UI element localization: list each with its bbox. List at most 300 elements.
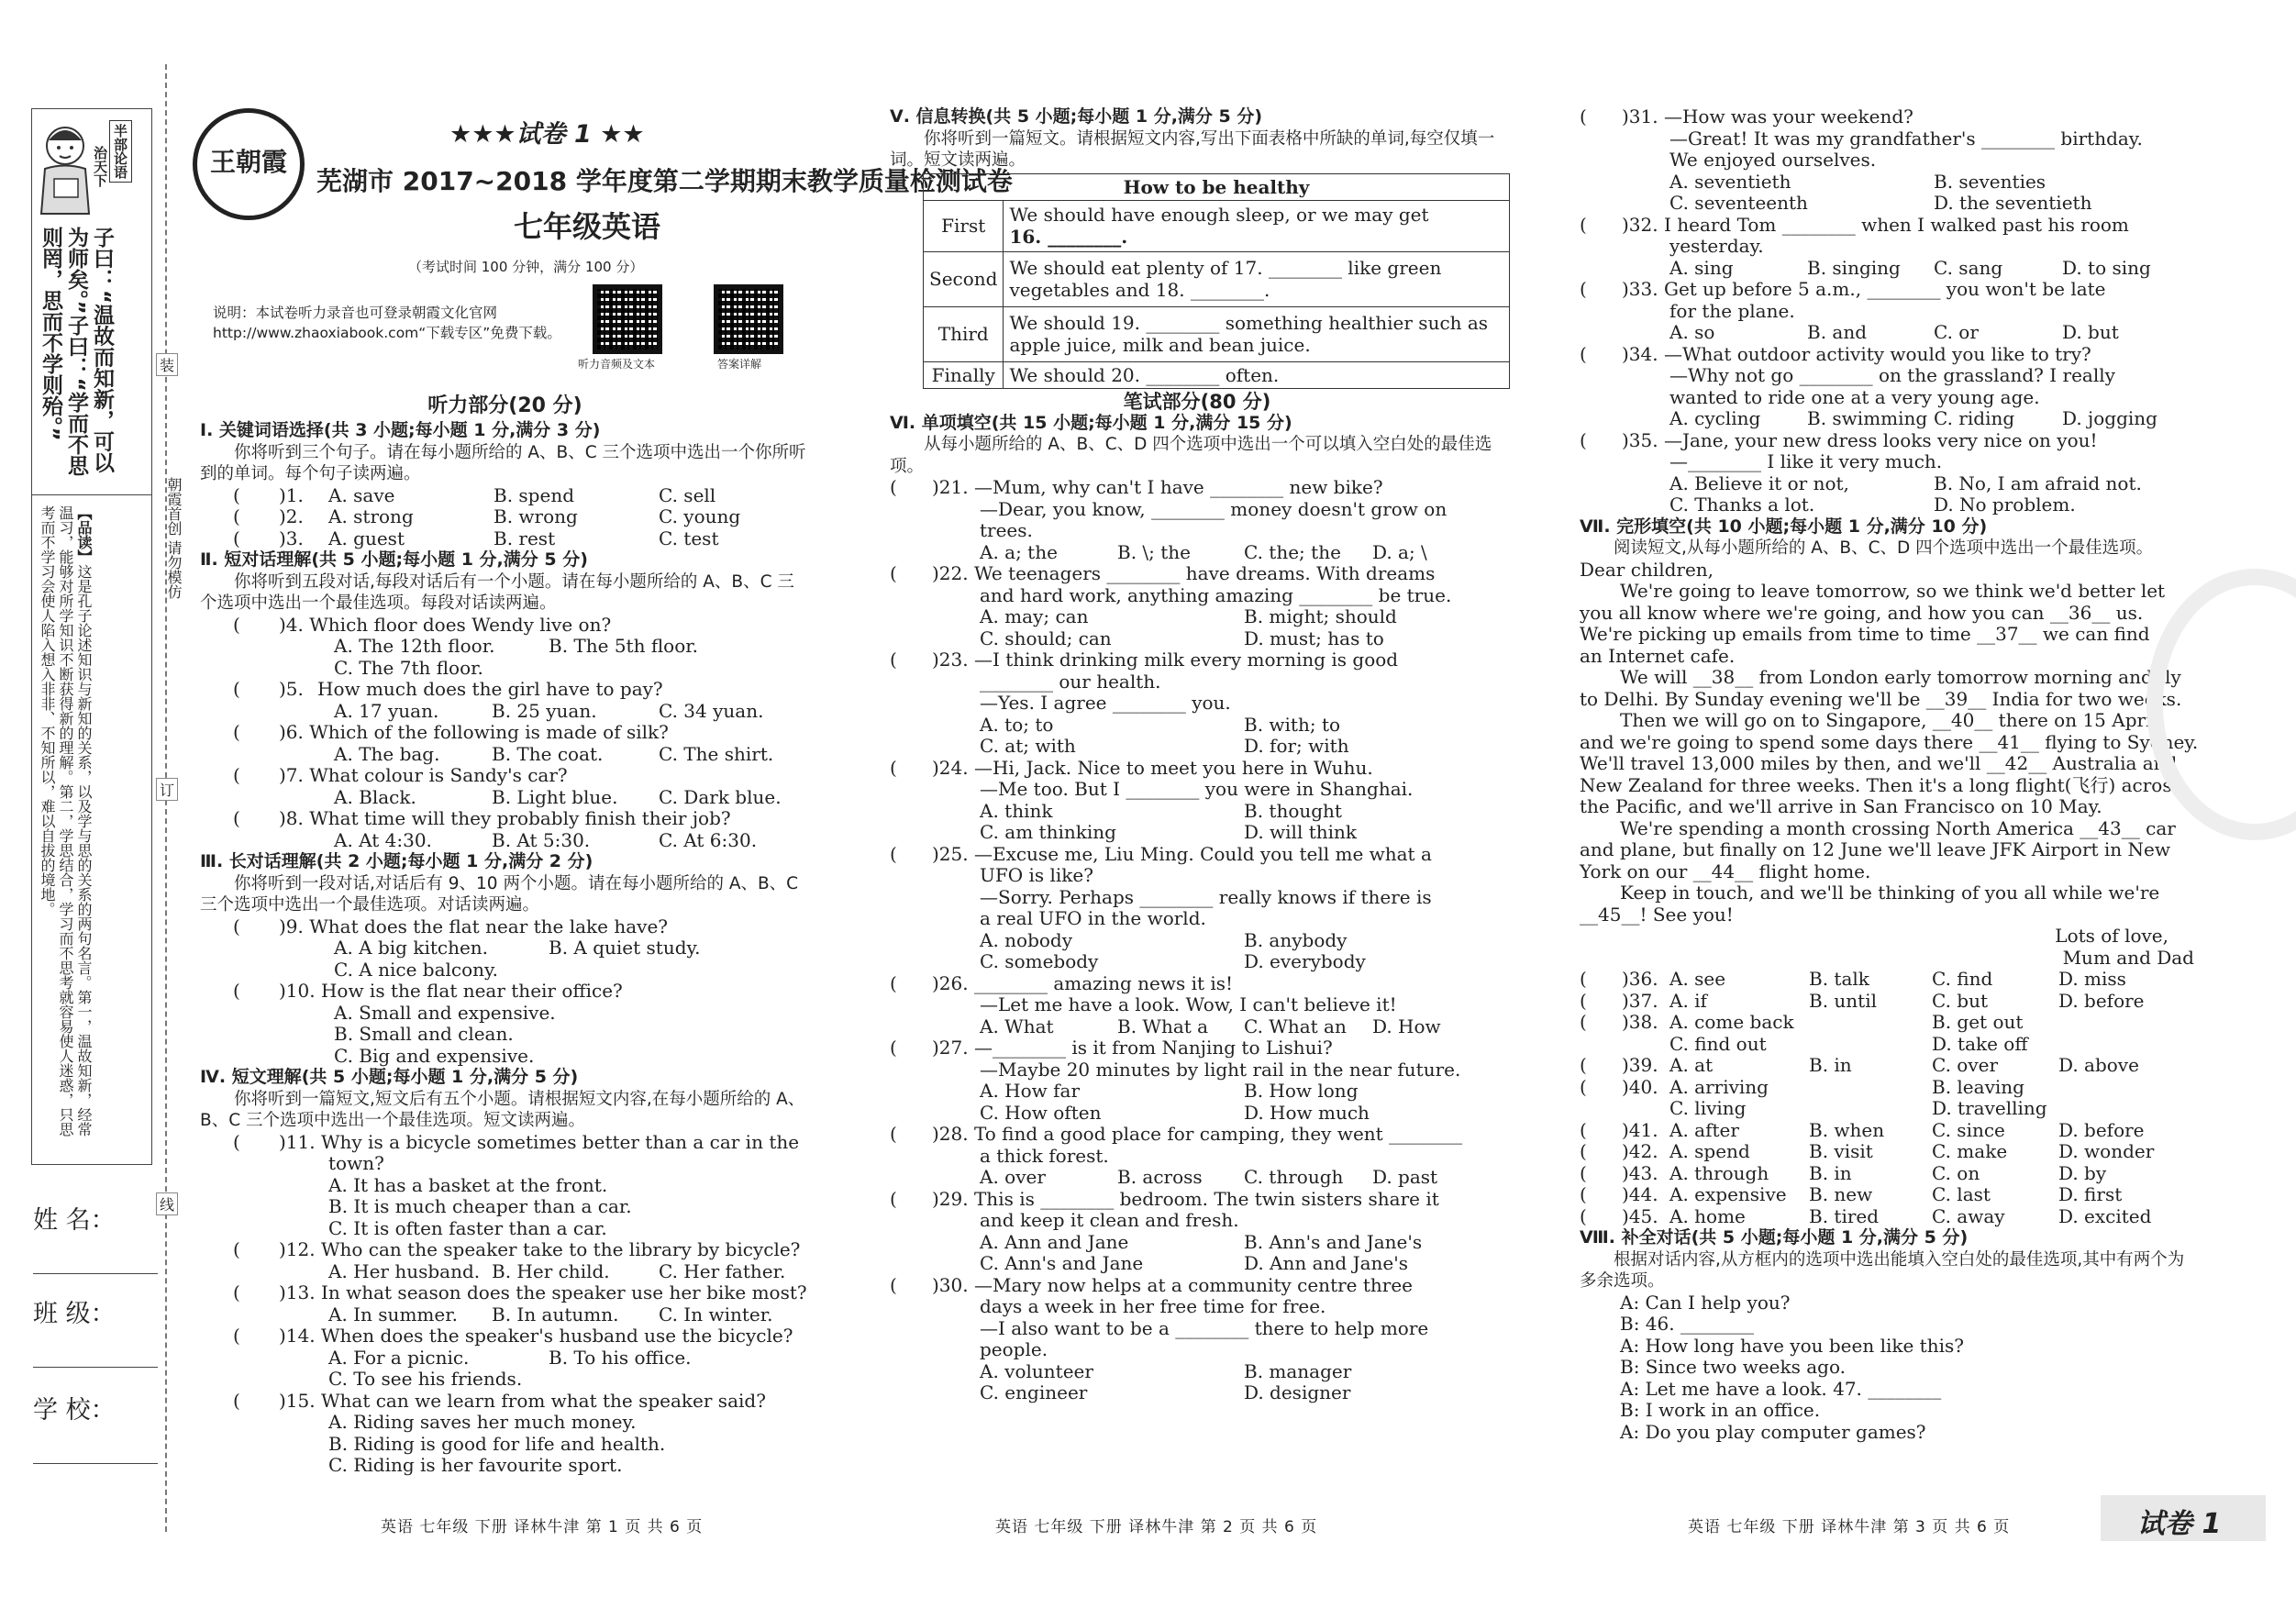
line-text: —Why not go ________ on the grassland? I really	[1669, 364, 2115, 386]
line-text: C. How often	[980, 1101, 1102, 1124]
school-label: 学 校：	[33, 1396, 116, 1425]
question-number: )37.	[1622, 989, 1658, 1012]
cloze-option-row	[1580, 1184, 2194, 1206]
cloze-option: A. through	[1669, 1161, 1769, 1184]
line-text: B. across	[1117, 1166, 1203, 1188]
line-text: B. might; should	[1244, 605, 1397, 627]
line-text: C. Thanks a lot.	[1669, 494, 1815, 516]
cloze-option: B. when	[1809, 1118, 1885, 1141]
cloze-option-row	[1580, 1120, 2194, 1142]
answer-bracket[interactable]: (	[890, 476, 897, 498]
cloze-option: D. excited	[2058, 1204, 2152, 1227]
answer-bracket[interactable]: (	[1580, 1118, 1587, 1141]
class-label: 班 级：	[33, 1300, 116, 1328]
cloze-line: you all know where we're going, and how you can __36__ us.	[1580, 601, 2144, 624]
question-line	[1580, 473, 2194, 495]
section-5-inst: 你将听到一篇短文。请根据短文内容,写出下面表格中所缺的单词,每空仅填一词。短文读两遍。	[890, 128, 1495, 170]
grade-title: 七年级英语	[514, 209, 661, 244]
option-a: A. guest	[328, 527, 405, 549]
info-row-cell: We should 20. ________ often.	[1004, 361, 1510, 388]
cloze-option: D. take off	[1932, 1032, 2028, 1055]
dialog-line: A: Can I help you?	[1620, 1291, 1791, 1314]
question-line	[890, 1382, 1504, 1404]
answer-bracket[interactable]: (	[1580, 1011, 1587, 1033]
cloze-option: C. make	[1932, 1140, 2008, 1162]
answer-bracket[interactable]: (	[890, 1123, 897, 1145]
cloze-option: A. at	[1669, 1054, 1714, 1076]
question-number: )42.	[1622, 1140, 1658, 1162]
answer-bracket[interactable]: (	[1580, 1183, 1587, 1205]
cloze-line: York on our __44__ flight home.	[1580, 859, 1871, 882]
column-3	[1580, 105, 2199, 1443]
question-line	[890, 499, 1504, 521]
section-2-head: Ⅱ. 短对话理解(共 5 小题;每小题 1 分,满分 5 分)	[200, 549, 588, 570]
option-b: B. spend	[494, 483, 574, 506]
option-b: B. wrong	[494, 505, 578, 527]
cloze-option: A. expensive	[1669, 1183, 1787, 1205]
question-number: )41.	[1622, 1118, 1658, 1141]
question-line	[890, 1296, 1504, 1318]
cloze-option: D. travelling	[1932, 1097, 2047, 1119]
info-row-label: Third	[924, 306, 1004, 361]
column-2	[890, 106, 1504, 1404]
answer-bracket[interactable]: (	[890, 649, 897, 671]
cloze-option: B. in	[1809, 1161, 1852, 1184]
line-text: C. should; can	[980, 627, 1112, 649]
line-text: )34. —What outdoor activity would you like to try?	[1622, 342, 2091, 365]
question-line	[200, 485, 810, 507]
question-line	[890, 908, 1504, 930]
line-text: We enjoyed ourselves.	[1669, 149, 1877, 171]
section-6-inst: 从每小题所给的 A、B、C、D 四个选项中选出一个可以填入空白处的最佳选项。	[890, 435, 1492, 476]
section-1-head: Ⅰ. 关键词语选择(共 3 小题;每小题 1 分,满分 3 分)	[200, 420, 601, 440]
cloze-option: C. living	[1669, 1097, 1747, 1119]
line-text: D. past	[1372, 1166, 1438, 1188]
line-text: A. to; to	[980, 713, 1054, 736]
cloze-option: D. miss	[2058, 968, 2126, 990]
question-line	[890, 585, 1504, 607]
sidebar-note-title: 【品读】	[75, 505, 93, 564]
line-text: )24. —Hi, Jack. Nice to meet you here in Wuhu.	[932, 756, 1373, 779]
question-line	[1580, 344, 2194, 366]
line-text: A. volunteer	[980, 1359, 1093, 1382]
cloze-line: the Pacific, and we'll arrive in San Francisco on 10 May.	[1580, 795, 2102, 817]
question-line	[1580, 106, 2194, 128]
dialog-line: B: 46. ________	[1620, 1313, 1754, 1335]
cloze-line: We will __38__ from London early tomorrow morning and fly	[1620, 666, 2181, 688]
footer-tag: 试卷 1	[2137, 1508, 2222, 1540]
question-line	[890, 1081, 1504, 1103]
question-line	[890, 1232, 1504, 1254]
section-3-inst: 你将听到一段对话,对话后有 9、10 两个小题。请在每小题所给的 A、B、C 三个选项中选出一个最佳选项。对话读两遍。	[200, 873, 799, 915]
line-text: C. am thinking	[980, 821, 1116, 843]
line-text: D. must; has to	[1244, 627, 1384, 649]
answer-bracket[interactable]: (	[890, 1187, 897, 1210]
section-7-head: Ⅶ. 完形填空(共 10 小题;每小题 1 分,满分 10 分)	[1580, 516, 1988, 537]
question-line	[890, 844, 1504, 866]
cut-label-3: 线	[156, 1192, 178, 1215]
cloze-option: B. new	[1809, 1183, 1873, 1205]
line-text: )28. To find a good place for camping, they went ________	[932, 1123, 1463, 1145]
question-line	[1580, 365, 2194, 387]
cloze-line: New Zealand for three weeks. Then it's a long flight(飞行) across	[1580, 773, 2181, 796]
question-number: )3.	[279, 527, 304, 549]
question-line	[890, 887, 1504, 909]
question-line	[1580, 430, 2194, 452]
question-line	[1580, 301, 2194, 323]
question-line	[890, 758, 1504, 780]
line-text: C. engineer	[980, 1381, 1088, 1403]
cloze-line: Keep in touch, and we'll be thinking of you all while we're	[1620, 882, 2160, 904]
written-title: 笔试部分(80 分)	[1123, 390, 1271, 413]
exam-title: 芜湖市 2017~2018 学年度第二学期期末教学质量检测试卷	[316, 166, 1013, 196]
class-field[interactable]	[33, 1367, 158, 1368]
line-text: D. How much	[1244, 1101, 1370, 1124]
section-4-head: Ⅳ. 短文理解(共 5 小题;每小题 1 分,满分 5 分)	[200, 1067, 579, 1087]
line-text: B. singing	[1807, 256, 1901, 279]
line-text: D. designer	[1244, 1381, 1351, 1403]
line-text: B. Ann's and Jane's	[1244, 1230, 1423, 1253]
line-text: C. What an	[1244, 1015, 1347, 1037]
line-text: C. or	[1934, 321, 1979, 343]
option-b: B. rest	[494, 527, 556, 549]
info-table-title: How to be healthy	[924, 173, 1510, 200]
line-text: for the plane.	[1669, 299, 1795, 322]
cloze-option: A. after	[1669, 1118, 1739, 1141]
line-text: A. Ann and Jane	[980, 1230, 1129, 1253]
line-text: people.	[980, 1338, 1048, 1360]
cloze-line: an Internet cafe.	[1580, 644, 1736, 667]
cloze-option: C. find out	[1669, 1032, 1767, 1055]
question-line	[890, 628, 1504, 650]
cloze-line: and we're going to spend some days there __41__ flying to Sydney.	[1580, 730, 2199, 753]
line-text: A. Believe it or not,	[1669, 471, 1849, 494]
question-line	[890, 1124, 1504, 1146]
line-text: a real UFO in the world.	[980, 907, 1206, 929]
answer-bracket[interactable]: (	[1580, 1161, 1587, 1184]
answer-bracket[interactable]: (	[1580, 278, 1587, 300]
line-text: A. so	[1669, 321, 1715, 343]
cloze-option: A. if	[1669, 989, 1707, 1012]
answer-bracket[interactable]: (	[890, 842, 897, 865]
cloze-option: D. before	[2058, 1118, 2145, 1141]
cloze-option-row	[1580, 1206, 2194, 1228]
cloze-option: D. above	[2058, 1054, 2139, 1076]
answer-bracket[interactable]: (	[890, 971, 897, 994]
sidebar-side-text: 朝霞首创 请勿模仿	[165, 477, 183, 600]
line-text: B. swimming	[1807, 407, 1928, 429]
qr-audio-icon[interactable]	[593, 284, 662, 354]
cloze-option: C. but	[1932, 989, 1989, 1012]
question-line	[890, 1167, 1504, 1189]
question-line	[890, 973, 1504, 995]
section-2-inst: 你将听到五段对话,每段对话后有一个小题。请在每小题所给的 A、B、C 三个选项中选出一个最佳选项。每段对话读两遍。	[200, 571, 794, 613]
cloze-option: A. come back	[1669, 1011, 1794, 1033]
sidebar-head-mid: 治天下	[92, 146, 108, 187]
cloze-line: to Delhi. By Sunday evening we'll be __39__ India for two weeks.	[1580, 687, 2182, 710]
section-5-head: Ⅴ. 信息转换(共 5 小题;每小题 1 分,满分 5 分)	[890, 106, 1263, 127]
question-line	[890, 1189, 1504, 1211]
question-line	[1580, 494, 2194, 516]
section-8-inst: 根据对话内容,从方框内的选项中选出能填入空白处的最佳选项,其中有两个为多余选项。	[1580, 1249, 2185, 1291]
question-line	[890, 994, 1504, 1016]
cloze-option: B. tired	[1809, 1204, 1880, 1227]
line-text: B. with; to	[1244, 713, 1341, 736]
answer-bracket[interactable]: (	[1580, 989, 1587, 1012]
question-line	[890, 1146, 1504, 1168]
cloze-option: C. since	[1932, 1118, 2005, 1141]
cloze-option: C. find	[1932, 968, 1993, 990]
question-number: )44.	[1622, 1183, 1658, 1205]
question-line	[890, 715, 1504, 737]
line-text: UFO is like?	[980, 864, 1093, 886]
line-text: )21. —Mum, why can't I have ________ new bike?	[932, 476, 1383, 498]
cloze-option: D. wonder	[2058, 1140, 2155, 1162]
line-text: A. sing	[1669, 256, 1734, 279]
line-text: and keep it clean and fresh.	[980, 1209, 1239, 1231]
line-text: —Let me have a look. Wow, I can't believe it!	[980, 993, 1397, 1015]
question-line	[890, 563, 1504, 585]
line-text: days a week in her free time for free.	[980, 1295, 1326, 1317]
info-row-cell: We should 19. ________ something healthier such as apple juice, milk and bean juice.	[1004, 306, 1510, 361]
cloze-sign-2: Mum and Dad	[2062, 946, 2194, 969]
cloze-line: We're picking up emails from time to time __37__ we can find	[1580, 623, 2150, 645]
cloze-option: B. visit	[1809, 1140, 1873, 1162]
line-text: )26. ________ amazing news it is!	[932, 971, 1234, 994]
brand-logo	[193, 108, 305, 220]
question-line	[1580, 172, 2194, 194]
brand-logo-text: 王朝霞	[209, 147, 287, 177]
cloze-option: B. in	[1809, 1054, 1852, 1076]
cloze-line: We're going to leave tomorrow, so we think we'd better let	[1620, 580, 2166, 602]
line-text: —Great! It was my grandfather's ________ birthday.	[1669, 127, 2143, 150]
question-line	[890, 1016, 1504, 1038]
cloze-option-row	[1580, 1163, 2194, 1185]
sidebar-note	[38, 505, 93, 1148]
answer-bracket[interactable]: (	[1580, 1075, 1587, 1098]
question-line	[890, 736, 1504, 758]
question-number: )40.	[1622, 1075, 1658, 1098]
answer-bracket[interactable]: (	[1580, 428, 1587, 451]
answer-bracket[interactable]: (	[233, 483, 240, 506]
line-text: C. the; the	[1244, 540, 1341, 563]
answer-bracket[interactable]: (	[890, 1037, 897, 1059]
option-c: C. test	[659, 527, 719, 549]
line-text: B. thought	[1244, 799, 1342, 822]
exam-meta: （考试时间 100 分钟，满分 100 分）	[408, 259, 644, 275]
question-line	[1580, 128, 2194, 150]
line-text: D. How	[1372, 1015, 1441, 1037]
line-text: B. \; the	[1117, 540, 1191, 563]
question-line	[1580, 408, 2194, 430]
line-text: A. How far	[980, 1080, 1081, 1102]
cloze-option-row	[1580, 1012, 2194, 1034]
line-text: B. What a	[1117, 1015, 1209, 1037]
name-field[interactable]	[33, 1273, 158, 1274]
line-text: )32. I heard Tom ________ when I walked past his room	[1622, 213, 2129, 236]
answer-bracket[interactable]: (	[890, 562, 897, 584]
dialog-line: A: How long have you been like this?	[1620, 1334, 1964, 1357]
section-6-questions	[890, 477, 1504, 1404]
cut-label-1: 装	[156, 353, 178, 376]
line-text: C. at; with	[980, 735, 1076, 757]
line-text: B. and	[1807, 321, 1868, 343]
answer-bracket[interactable]: (	[890, 756, 897, 779]
section-1-inst: 你将听到三个句子。请在每小题所给的 A、B、C 三个选项中选出一个你所听到的单词。每个句子读两遍。	[200, 442, 806, 483]
qr-audio-label: 听力音频及文本	[578, 358, 656, 371]
cartoon-scholar-icon	[38, 118, 94, 219]
section-2-questions: ( )4. Which floor does Wendy live on? A. The 12th floor. B. The 5th floor. C. The 7th floor. ( )5. How much does the girl have to pay? A. 17 yuan. B. 25 yuan. C. 34 yuan. ( )6. Which of the following is made of silk? A. The bag. B. The coat. C. The shirt. ( )7. What colour is Sandy's car? A. Black. B. Light blue. C. Dark blue. ( )8. What time will they probably finish their job? A. At 4:30. B. At 5:30. C. At 6:30.	[233, 613, 782, 851]
cloze-option: D. by	[2058, 1161, 2107, 1184]
footer-page-1: 英语 七年级 下册 译林牛津 第 1 页 共 6 页	[381, 1518, 704, 1536]
line-text: —Dear, you know, ________ money doesn't grow on	[980, 497, 1447, 520]
line-text: )27. —________ is it from Nanjing to Lishui?	[932, 1037, 1333, 1059]
line-text: B. How long	[1244, 1080, 1359, 1102]
question-line	[890, 693, 1504, 715]
line-text: A. cycling	[1669, 407, 1761, 429]
line-text: trees.	[980, 519, 1033, 541]
question-line	[1580, 279, 2194, 301]
line-text: —Sorry. Perhaps ________ really knows if there is	[980, 885, 1432, 908]
qr-answer-icon[interactable]	[714, 284, 783, 354]
question-line	[890, 1275, 1504, 1297]
line-text: )33. Get up before 5 a.m., ________ you won't be late	[1622, 278, 2106, 300]
question-line	[890, 1318, 1504, 1340]
section-8-head: Ⅷ. 补全对话(共 5 小题;每小题 1 分,满分 5 分)	[1580, 1227, 1969, 1248]
footer-page-2: 英语 七年级 下册 译林牛津 第 2 页 共 6 页	[995, 1518, 1318, 1536]
line-text: B. seventies	[1934, 170, 2046, 193]
cloze-option: B. until	[1809, 989, 1878, 1012]
question-line	[890, 649, 1504, 671]
answer-bracket[interactable]: (	[1580, 1140, 1587, 1162]
line-text: —Yes. I agree ________ you.	[980, 692, 1231, 714]
qr-answer-label: 答案详解	[717, 358, 762, 371]
answer-bracket[interactable]: (	[1580, 213, 1587, 236]
line-text: D. to sing	[2062, 256, 2151, 279]
question-line	[1580, 451, 2194, 473]
line-text: C. Ann's and Jane	[980, 1252, 1144, 1274]
question-line	[890, 1037, 1504, 1059]
question-number: )38.	[1622, 1011, 1658, 1033]
sidebar-quote: 子曰：“温故而知新，可以为师矣。”子曰：“学而不思则罔，思而不学则殆。”	[39, 227, 114, 476]
cloze-option-row	[1580, 1055, 2194, 1077]
option-c: C. sell	[659, 483, 716, 506]
question-line	[890, 542, 1504, 564]
question-number: )45.	[1622, 1204, 1658, 1227]
cloze-option-row	[1580, 1034, 2194, 1056]
answer-bracket[interactable]: (	[233, 505, 240, 527]
question-line	[890, 1210, 1504, 1232]
question-line	[890, 1361, 1504, 1383]
line-text: D. jogging	[2062, 407, 2157, 429]
question-line	[1580, 387, 2194, 409]
question-line	[890, 1253, 1504, 1275]
line-text: D. but	[2062, 321, 2119, 343]
cloze-line: We'll travel 13,000 miles by then, and we'll __42__ Australia and	[1580, 752, 2178, 774]
section-3-questions: ( )9. What does the flat near the lake have? A. A big kitchen. B. A quiet study. C. A nice balcony. ( )10. How is the flat near their office? A. Small and expensive. B. Small and clean. C. Big and expensive.	[233, 915, 701, 1067]
answer-bracket[interactable]: (	[1580, 342, 1587, 365]
cloze-option: B. leaving	[1932, 1075, 2024, 1098]
question-line	[890, 951, 1504, 973]
question-line	[890, 1059, 1504, 1081]
question-line	[200, 506, 810, 528]
paper-badge: ★★★试卷 1 ★★	[449, 120, 645, 149]
line-text: —Me too. But I ________ you were in Shanghai.	[980, 778, 1414, 800]
dialog-line: B: I work in an office.	[1620, 1399, 1821, 1421]
line-text: D. No problem.	[1934, 494, 2076, 516]
line-text: )22. We teenagers ________ have dreams. With dreams	[932, 562, 1436, 584]
sidebar-note-text: 这是孔子论述知识与新知的关系，以及学与思的关系的两句名言。第一，温故知新，经常温习，能够对所学知识不断获得新的理解。第二，学思结合，学习而不思考就容易使人迷惑，只思考而不学习会使人陷入想入非非、不知所以，难以自拔的境地。	[39, 505, 93, 1137]
question-number: )36.	[1622, 968, 1658, 990]
line-text: B. No, I am afraid not.	[1934, 471, 2142, 494]
question-line	[200, 528, 810, 550]
answer-bracket[interactable]: (	[233, 527, 240, 549]
column-1	[200, 393, 810, 1477]
line-text: B. manager	[1244, 1359, 1352, 1382]
cloze-option: A. spend	[1669, 1140, 1750, 1162]
cloze-option: B. get out	[1932, 1011, 2024, 1033]
line-text: wanted to ride one at a very young age.	[1669, 385, 2040, 408]
cloze-option: A. arriving	[1669, 1075, 1769, 1098]
line-text: A. may; can	[980, 605, 1089, 627]
cloze-option-row	[1580, 1077, 2194, 1099]
footer-page-3: 英语 七年级 下册 译林牛津 第 3 页 共 6 页	[1688, 1518, 2011, 1536]
question-line	[1580, 258, 2194, 280]
answer-bracket[interactable]: (	[890, 1273, 897, 1296]
cloze-option: C. over	[1932, 1054, 1999, 1076]
cloze-line: and plane, but finally on 12 June we'll leave JFK Airport in New	[1580, 838, 2170, 860]
question-line	[1580, 150, 2194, 172]
question-number: )2.	[279, 505, 304, 527]
line-text: )30. —Mary now helps at a community centre three	[932, 1273, 1414, 1296]
cloze-sign-1: Lots of love,	[2055, 925, 2168, 947]
section-1-questions	[200, 485, 810, 550]
cut-label-2: 订	[156, 778, 178, 801]
line-text: A. over	[980, 1166, 1046, 1188]
line-text: —________ I like it very much.	[1669, 450, 1943, 472]
school-field[interactable]	[33, 1463, 158, 1464]
question-line	[890, 930, 1504, 952]
line-text: )31. —How was your weekend?	[1622, 105, 1913, 128]
sidebar-panel	[31, 108, 152, 1165]
question-number: )39.	[1622, 1054, 1658, 1076]
info-row-cell: We should have enough sleep, or we may get 16. ________.	[1004, 200, 1510, 251]
question-line	[890, 822, 1504, 844]
answer-bracket[interactable]: (	[1580, 105, 1587, 128]
cloze-option: A. home	[1669, 1204, 1746, 1227]
answer-bracket[interactable]: (	[1580, 1054, 1587, 1076]
dialog-line: A: Do you play computer games?	[1620, 1420, 1926, 1443]
option-a: A. save	[328, 483, 395, 506]
cloze-greeting: Dear children,	[1580, 558, 1714, 581]
line-text: D. a; \	[1372, 540, 1427, 563]
cloze-option-row	[1580, 969, 2194, 991]
question-line	[1580, 215, 2194, 237]
answer-bracket[interactable]: (	[1580, 968, 1587, 990]
question-line	[890, 477, 1504, 499]
line-text: )29. This is ________ bedroom. The twin sisters share it	[932, 1187, 1439, 1210]
section-4-inst: 你将听到一篇短文,短文后有五个小题。请根据短文内容,在每小题所给的 A、B、C 三个选项中选出一个最佳选项。短文读两遍。	[200, 1089, 805, 1130]
answer-bracket[interactable]: (	[1580, 1204, 1587, 1227]
line-text: C. riding	[1934, 407, 2015, 429]
dialog-line: A: Let me have a look. 47. ________	[1620, 1377, 1942, 1400]
listening-title: 听力部分(20 分)	[427, 394, 582, 417]
cloze-option: C. away	[1932, 1204, 2005, 1227]
cloze-option-row	[1580, 1141, 2194, 1163]
line-text: C. through	[1244, 1166, 1344, 1188]
line-text: D. will think	[1244, 821, 1358, 843]
line-text: D. for; with	[1244, 735, 1349, 757]
